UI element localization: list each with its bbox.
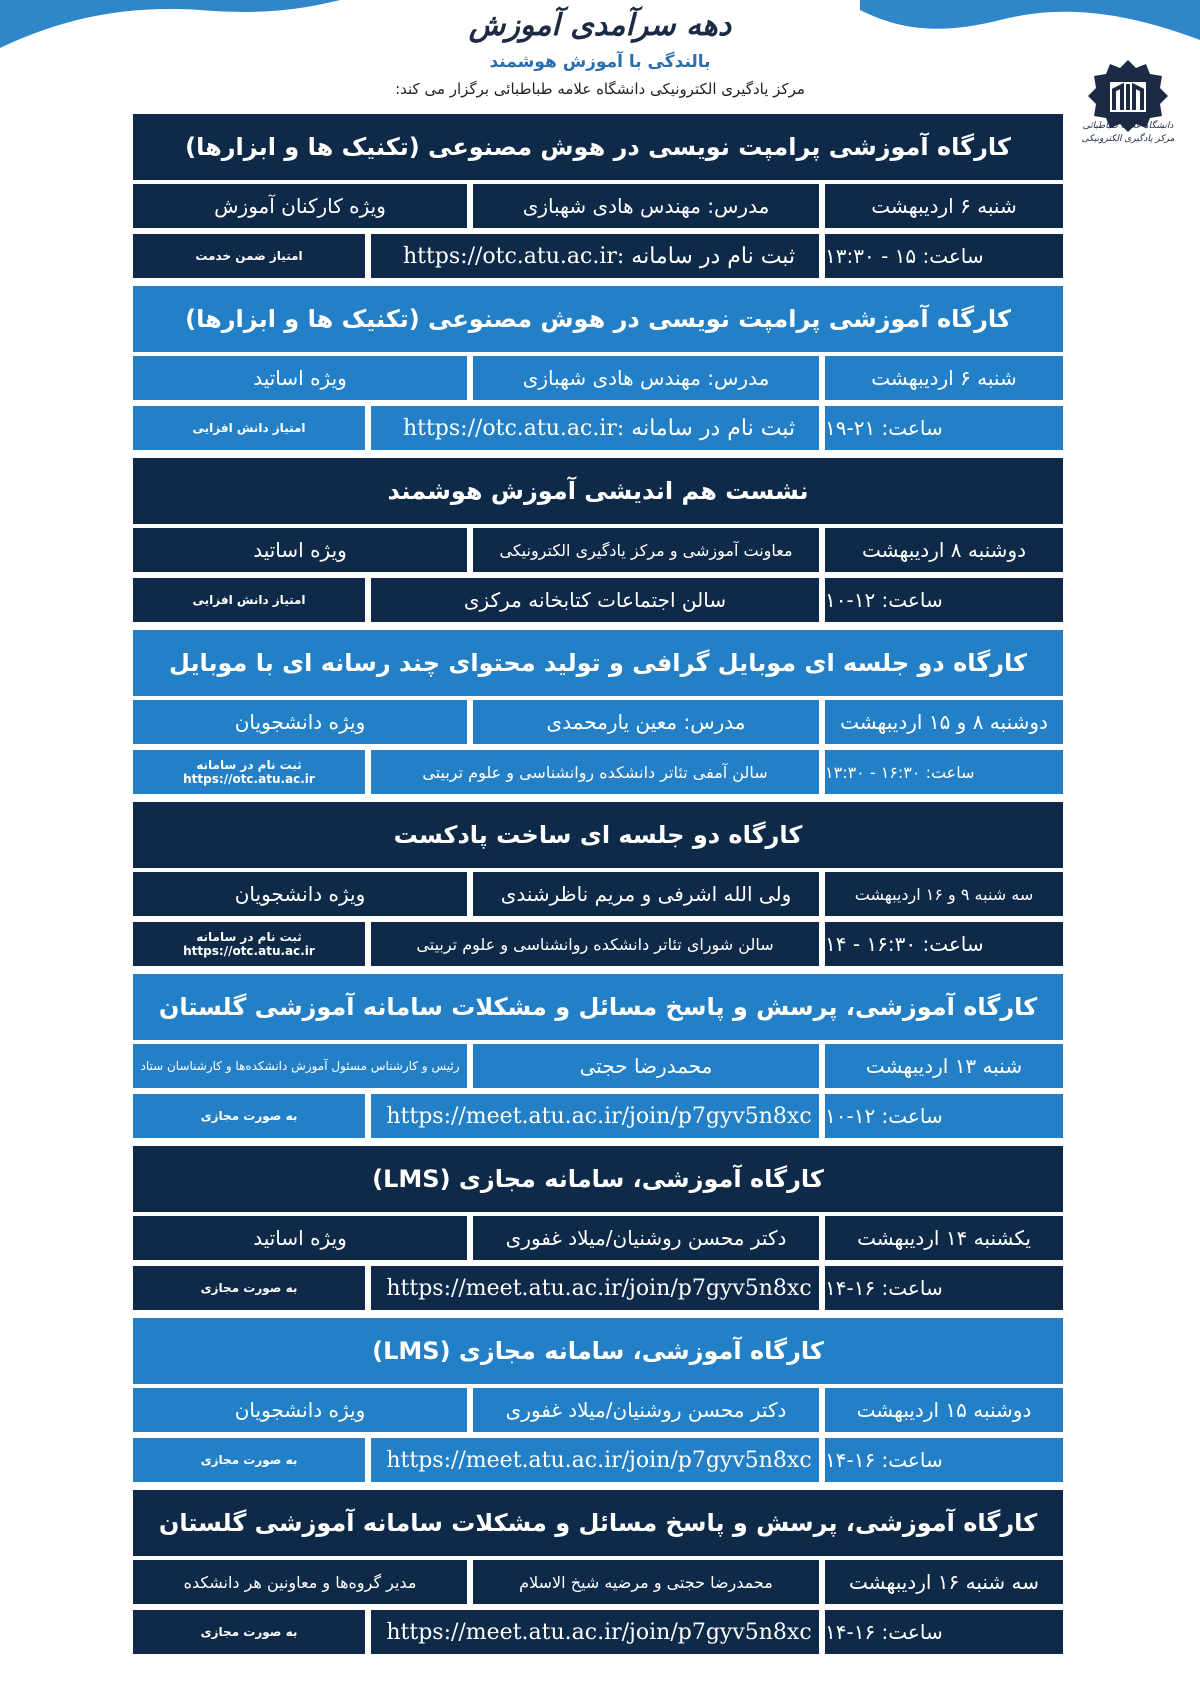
event-date: دوشنبه ۸ و ۱۵ اردیبهشت	[825, 700, 1063, 744]
event-audience: مدیر گروه‌ها و معاونین هر دانشکده	[133, 1560, 467, 1604]
event-instructor: دکتر محسن روشنیان/میلاد غفوری	[473, 1216, 819, 1260]
event-title: کارگاه آموزشی، پرسش و پاسخ مسائل و مشکلات سامانه آموزشی گلستان	[133, 974, 1063, 1040]
event-location: سالن اجتماعات کتابخانه مرکزی	[371, 578, 819, 622]
event-time: ساعت: ۱۶-۱۴	[825, 1266, 1063, 1310]
event-card	[133, 802, 1063, 974]
registration-label: ثبت نام در سامانه :	[616, 243, 796, 269]
event-credit-badge: امتیاز ضمن خدمت	[133, 234, 365, 278]
event-registration	[371, 1438, 819, 1482]
event-title: کارگاه آموزشی پرامپت نویسی در هوش مصنوعی (تکنیک ها و ابزارها)	[133, 114, 1063, 180]
event-time: ساعت: ۱۶-۱۴	[825, 1610, 1063, 1654]
event-mode-badge: به صورت مجازی	[133, 1094, 365, 1138]
event-title: کارگاه آموزشی، سامانه مجازی (LMS)	[133, 1318, 1063, 1384]
registration-link[interactable]: https://otc.atu.ac.ir	[402, 243, 617, 269]
event-instructor: محمدرضا حجتی و مرضیه شیخ الاسلام	[473, 1560, 819, 1604]
event-time: ساعت: ۱۲-۱۰	[825, 578, 1063, 622]
events-list	[133, 114, 1063, 1662]
event-audience: رئیس و کارشناس مسئول آموزش دانشکده‌ها و کارشناسان ستاد	[133, 1044, 467, 1088]
event-card	[133, 114, 1063, 286]
event-audience: ویژه اساتید	[133, 356, 467, 400]
event-title: کارگاه دو جلسه ای ساخت پادکست	[133, 802, 1063, 868]
event-time: ساعت: ۱۶:۳۰ - ۱۳:۳۰	[825, 750, 1063, 794]
event-registration	[371, 1094, 819, 1138]
event-location: سالن آمفی تئاتر دانشکده روانشناسی و علوم تربیتی	[371, 750, 819, 794]
event-instructor: محمدرضا حجتی	[473, 1044, 819, 1088]
event-credit-badge: امتیاز دانش افزایی	[133, 406, 365, 450]
slogan: بالندگی با آموزش هوشمند	[489, 52, 711, 72]
meeting-link[interactable]: https://meet.atu.ac.ir/join/p7gyv5n8xc	[386, 1447, 812, 1473]
meeting-link[interactable]: https://meet.atu.ac.ir/join/p7gyv5n8xc	[386, 1103, 812, 1129]
event-audience: ویژه دانشجویان	[133, 1388, 467, 1432]
event-card	[133, 1146, 1063, 1318]
event-audience: ویژه دانشجویان	[133, 700, 467, 744]
event-instructor: مدرس: مهندس هادی شهبازی	[473, 356, 819, 400]
intro-text: مرکز یادگیری الکترونیکی دانشگاه علامه طباطبائی برگزار می کند:	[395, 80, 805, 98]
event-mode-badge: به صورت مجازی	[133, 1266, 365, 1310]
event-mode-badge: به صورت مجازی	[133, 1438, 365, 1482]
meeting-link[interactable]: https://meet.atu.ac.ir/join/p7gyv5n8xc	[386, 1275, 812, 1301]
header	[0, 0, 1200, 110]
event-mode-badge: به صورت مجازی	[133, 1610, 365, 1654]
event-time: ساعت: ۱۶-۱۴	[825, 1438, 1063, 1482]
logo-caption-center: مرکز یادگیری الکترونیکی	[1081, 134, 1175, 144]
event-audience: ویژه کارکنان آموزش	[133, 184, 467, 228]
event-card	[133, 1490, 1063, 1662]
brand-title: دهه سرآمدی آموزش	[468, 8, 732, 43]
event-date: دوشنبه ۸ اردیبهشت	[825, 528, 1063, 572]
event-date: شنبه ۶ اردیبهشت	[825, 184, 1063, 228]
event-audience: ویژه دانشجویان	[133, 872, 467, 916]
event-instructor: مدرس: مهندس هادی شهبازی	[473, 184, 819, 228]
event-card	[133, 286, 1063, 458]
event-date: شنبه ۶ اردیبهشت	[825, 356, 1063, 400]
logo-caption-university: دانشگاه علامه طباطبائی	[1082, 121, 1174, 131]
event-date: سه شنبه ۱۶ اردیبهشت	[825, 1560, 1063, 1604]
event-card	[133, 974, 1063, 1146]
event-card	[133, 458, 1063, 630]
event-time: ساعت: ۲۱-۱۹	[825, 406, 1063, 450]
event-registration	[371, 406, 819, 450]
event-title: کارگاه آموزشی پرامپت نویسی در هوش مصنوعی (تکنیک ها و ابزارها)	[133, 286, 1063, 352]
event-location: سالن شورای تئاتر دانشکده روانشناسی و علوم تربیتی	[371, 922, 819, 966]
event-registration	[371, 1266, 819, 1310]
event-title: کارگاه دو جلسه ای موبایل گرافی و تولید محتوای چند رسانه ای با موبایل	[133, 630, 1063, 696]
event-date: دوشنبه ۱۵ اردیبهشت	[825, 1388, 1063, 1432]
event-title: کارگاه آموزشی، پرسش و پاسخ مسائل و مشکلات سامانه آموزشی گلستان	[133, 1490, 1063, 1556]
event-time: ساعت: ۱۲-۱۰	[825, 1094, 1063, 1138]
event-date: شنبه ۱۳ اردیبهشت	[825, 1044, 1063, 1088]
university-logo	[1084, 56, 1172, 171]
event-audience: ویژه اساتید	[133, 528, 467, 572]
registration-label: ثبت نام در سامانه :	[616, 415, 796, 441]
registration-note[interactable]: ثبت نام در سامانه https://otc.atu.ac.ir	[133, 750, 365, 794]
event-instructor: ولی الله اشرفی و مریم ناظرشندی	[473, 872, 819, 916]
event-title: کارگاه آموزشی، سامانه مجازی (LMS)	[133, 1146, 1063, 1212]
event-registration	[371, 234, 819, 278]
event-organizer: معاونت آموزشی و مرکز یادگیری الکترونیکی	[473, 528, 819, 572]
event-card	[133, 630, 1063, 802]
event-time: ساعت: ۱۶:۳۰ - ۱۴	[825, 922, 1063, 966]
event-instructor: دکتر محسن روشنیان/میلاد غفوری	[473, 1388, 819, 1432]
registration-link[interactable]: https://otc.atu.ac.ir	[402, 415, 617, 441]
event-time: ساعت: ۱۵ - ۱۳:۳۰	[825, 234, 1063, 278]
registration-note[interactable]: ثبت نام در سامانه https://otc.atu.ac.ir	[133, 922, 365, 966]
event-registration	[371, 1610, 819, 1654]
event-credit-badge: امتیاز دانش افزایی	[133, 578, 365, 622]
meeting-link[interactable]: https://meet.atu.ac.ir/join/p7gyv5n8xc	[386, 1619, 812, 1645]
event-date: سه شنبه ۹ و ۱۶ اردیبهشت	[825, 872, 1063, 916]
event-card	[133, 1318, 1063, 1490]
logo-caption	[1078, 120, 1178, 146]
event-title: نشست هم اندیشی آموزش هوشمند	[133, 458, 1063, 524]
event-audience: ویژه اساتید	[133, 1216, 467, 1260]
event-instructor: مدرس: معین یارمحمدی	[473, 700, 819, 744]
event-date: یکشنبه ۱۴ اردیبهشت	[825, 1216, 1063, 1260]
